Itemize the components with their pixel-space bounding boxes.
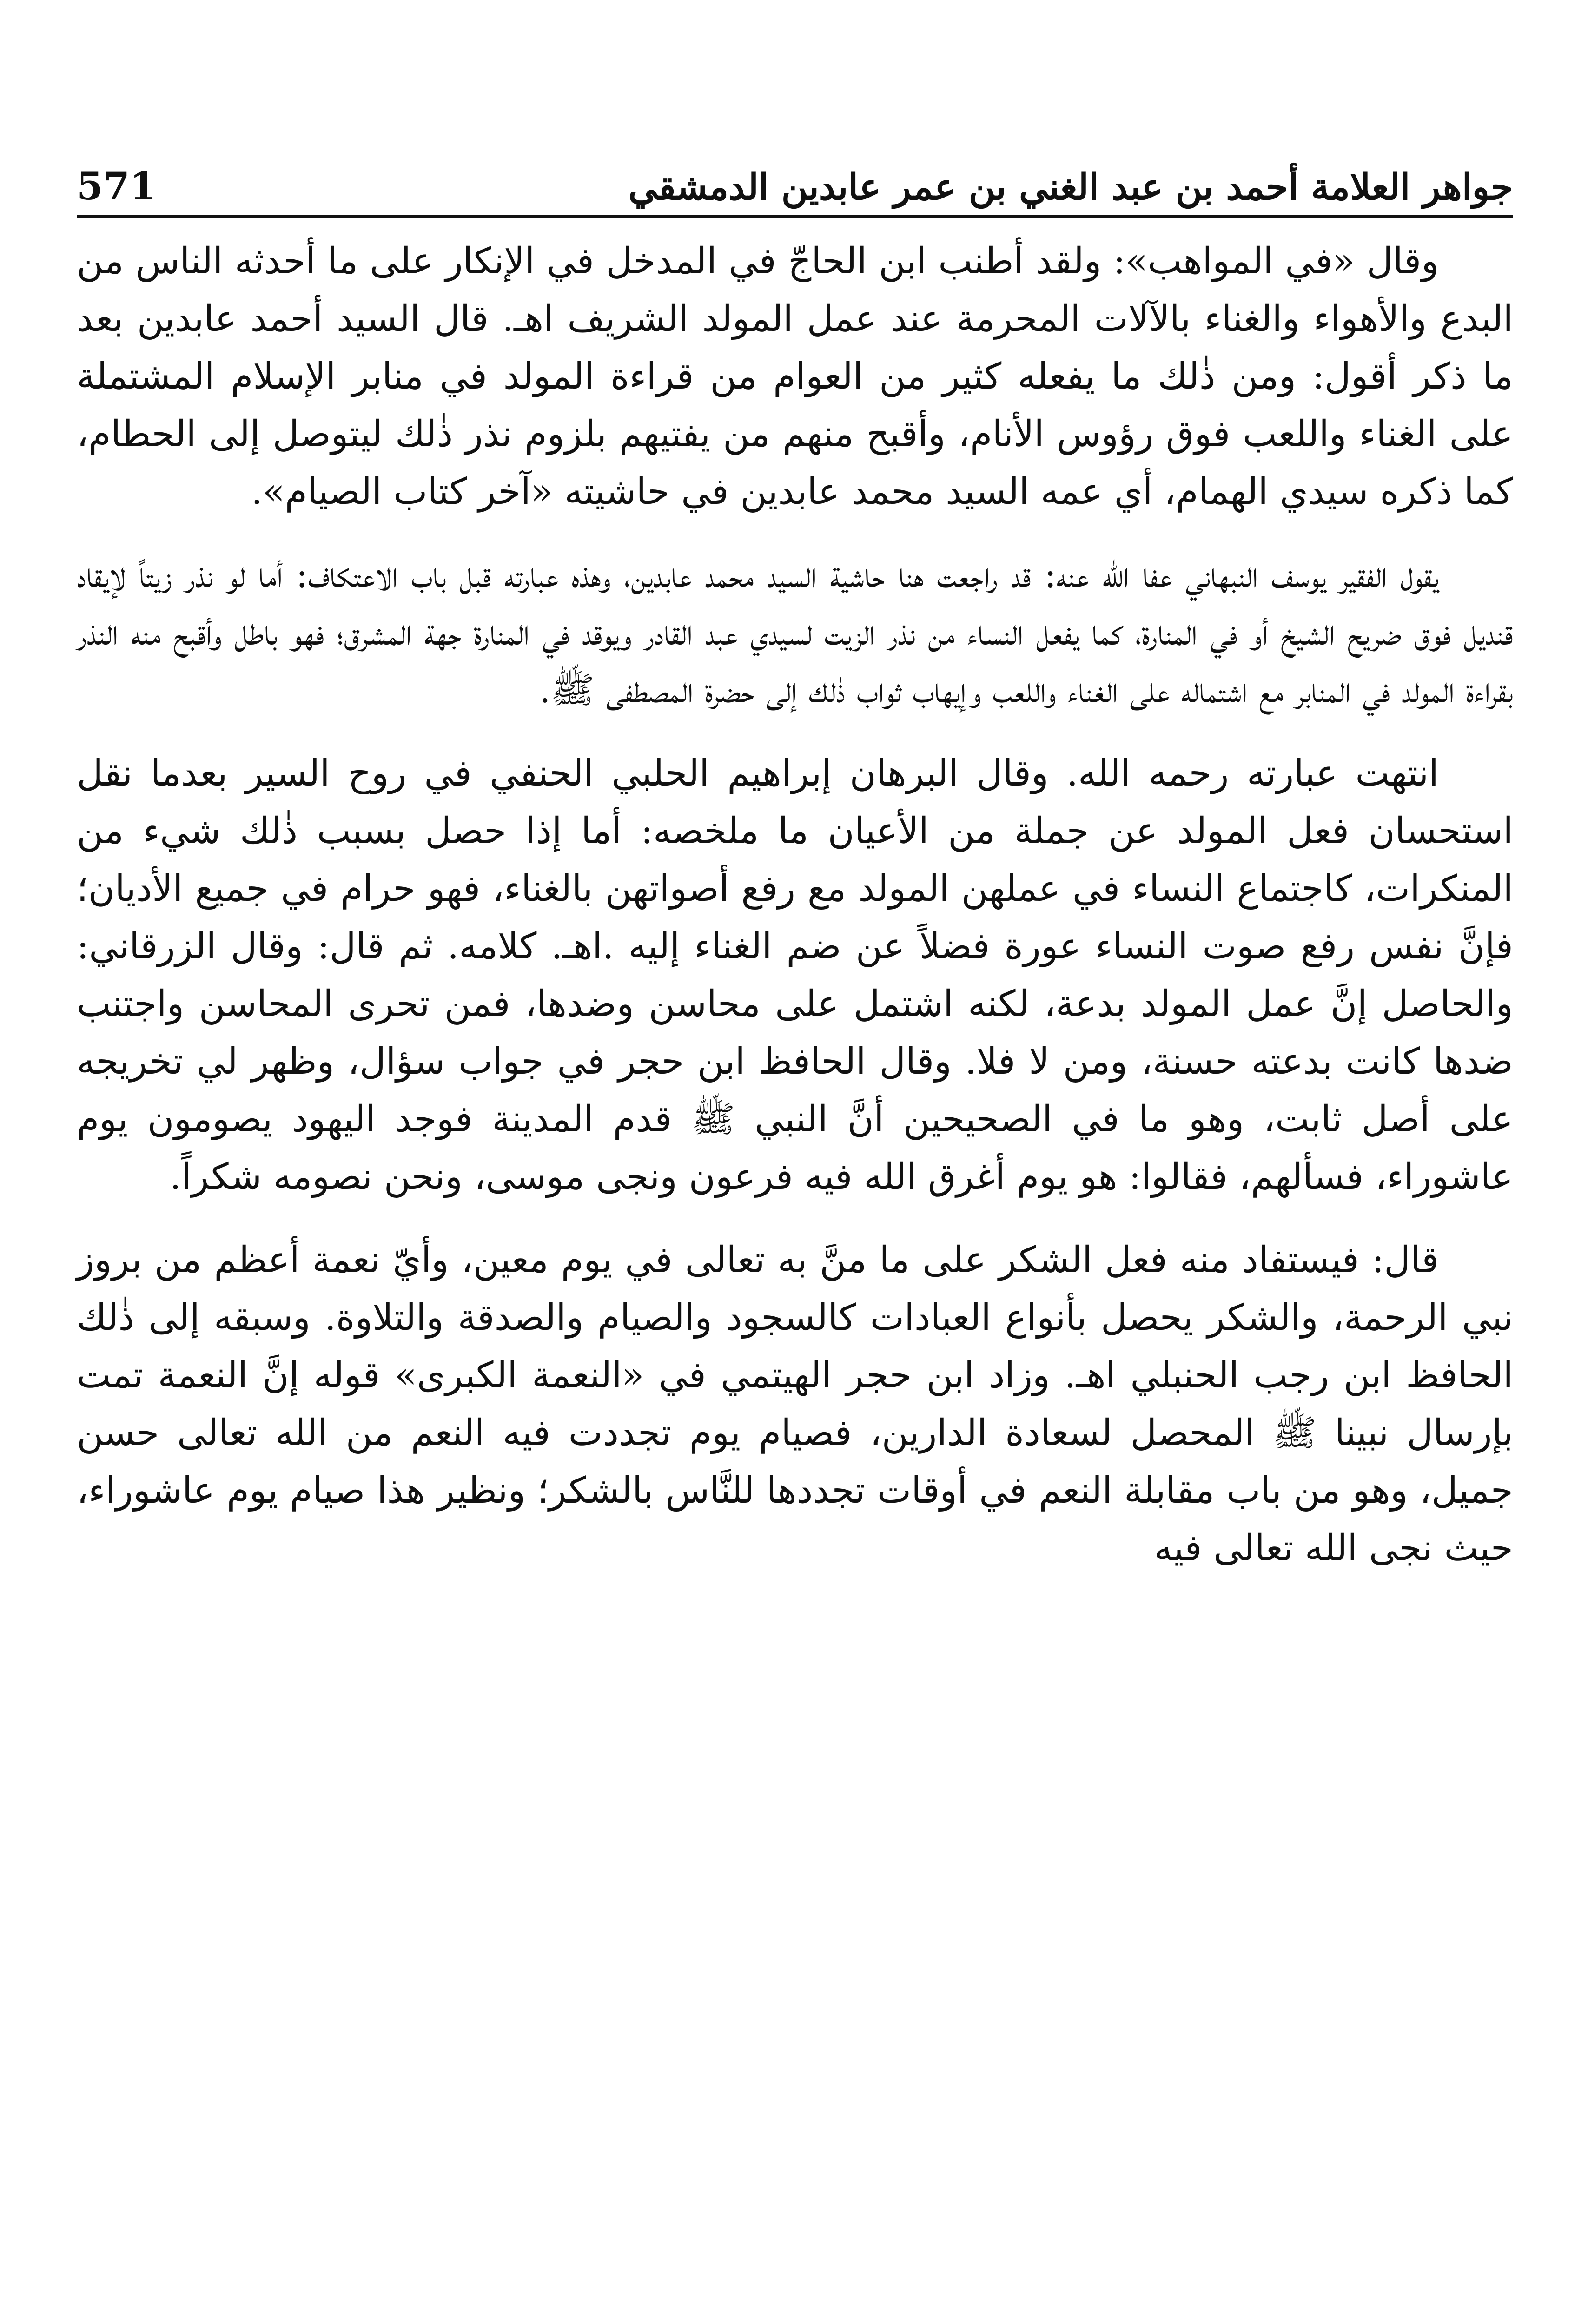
page-number: 571 xyxy=(77,164,157,209)
header-rule xyxy=(77,215,1513,218)
paragraph-2: يقول الفقير يوسف النبهاني عفا الله عنه: قد راجعت هنا حاشية السيد محمد عابدين، وهذه عبارته قبل باب الاعتكاف: أما لو نذر زيتاً لإيقاد قنديل فوق ضريح الشيخ أو في المنارة، كما يفعل النساء من نذر الزيت لسيدي عبد القادر ويوقد في المنارة جهة المشرق؛ فهو باطل وأقبح منه النذر بقراءة المولد في المنابر مع اشتماله على الغناء واللعب وإيهاب ثواب ذٰلك إلى حضرة المصطفى ﷺ. xyxy=(77,554,1513,711)
body-text xyxy=(77,232,1513,1603)
paragraph-1: وقال «في المواهب»: ولقد أطنب ابن الحاجّ في المدخل في الإنكار على ما أحدثه الناس من البدع والأهواء والغناء بالآلات المحرمة عند عمل المولد الشريف اهـ. قال السيد أحمد عابدين بعد ما ذكر أقول: ومن ذٰلك ما يفعله كثير من العوام من قراءة المولد في منابر الإسلام المشتملة على الغناء واللعب فوق رؤوس الأنام، وأقبح منهم من يفتيهم بلزوم نذر ذٰلك ليتوصل إلى الحطام، كما ذكره سيدي الهمام، أي عمه السيد محمد عابدين في حاشيته «آخر كتاب الصيام». xyxy=(77,240,1513,513)
paragraph-4: قال: فيستفاد منه فعل الشكر على ما منَّ به تعالى في يوم معين، وأيّ نعمة أعظم من بروز نبي الرحمة، والشكر يحصل بأنواع العبادات كالسجود والصيام والصدقة والتلاوة. وسبقه إلى ذٰلك الحافظ ابن رجب الحنبلي اهـ. وزاد ابن حجر الهيتمي في «النعمة الكبرى» قوله إنَّ النعمة تمت بإرسال نبينا ﷺ المحصل لسعادة الدارين، فصيام يوم تجددت فيه النعم من الله تعالى حسن جميل، وهو من باب مقابلة النعم في أوقات تجددها للنَّاس بالشكر؛ ونظير هذا صيام يوم عاشوراء، حيث نجى الله تعالى فيه xyxy=(77,1239,1513,1569)
paragraph-3: انتهت عبارته رحمه الله. وقال البرهان إبراهيم الحلبي الحنفي في روح السير بعدما نقل استحسان فعل المولد عن جملة من الأعيان ما ملخصه: أما إذا حصل بسبب ذٰلك شيء من المنكرات، كاجتماع النساء في عملهن المولد مع رفع أصواتهن بالغناء، فهو حرام في جميع الأديان؛ فإنَّ نفس رفع صوت النساء عورة فضلاً عن ضم الغناء إليه .اهـ. كلامه. ثم قال: وقال الزرقاني: والحاصل إنَّ عمل المولد بدعة، لكنه اشتمل على محاسن وضدها، فمن تحرى المحاسن واجتنب ضدها كانت بدعته حسنة، ومن لا فلا. وقال الحافظ ابن حجر في جواب سؤال، وظهر لي تخريجه على أصل ثابت، وهو ما في الصحيحين أنَّ النبي ﷺ قدم المدينة فوجد اليهود يصومون يوم عاشوراء، فسألهم، فقالوا: هو يوم أغرق الله فيه فرعون ونجى موسى، ونحن نصومه شكراً. xyxy=(77,753,1513,1198)
page-header xyxy=(77,149,1513,209)
running-title: جواهر العلامة أحمد بن عبد الغني بن عمر عابدين الدمشقي xyxy=(628,166,1513,209)
